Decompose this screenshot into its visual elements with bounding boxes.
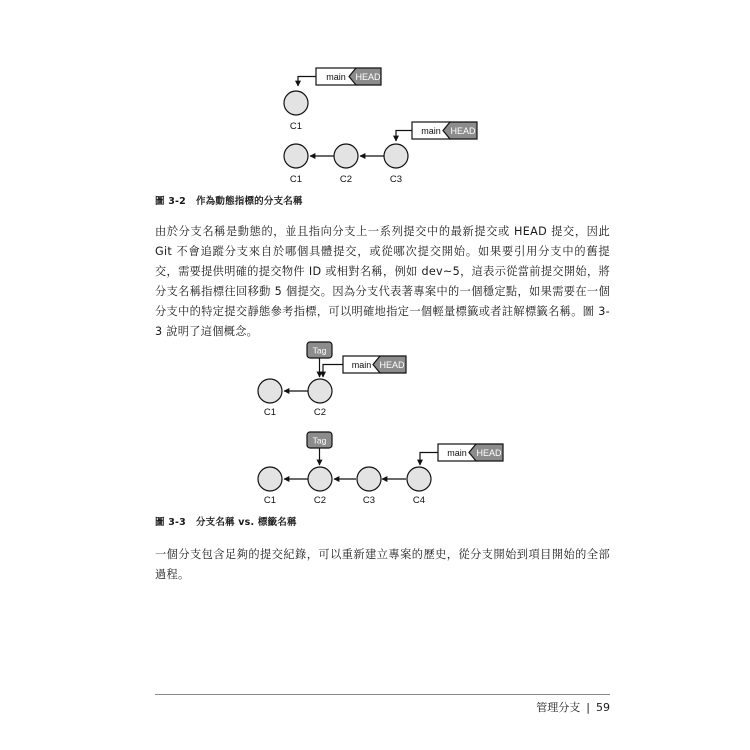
branch-arrow [420,453,438,466]
caption-number: 圖 3-2 [155,196,186,207]
commit-node [284,144,308,168]
commit-node [308,379,332,403]
branch-label: main [326,72,346,82]
tag-label: Tag [312,435,327,446]
head-pointer [443,122,477,139]
figure-caption [155,514,297,528]
commit-node [334,144,358,168]
footer-divider [155,694,610,695]
figure-3-2-diagram [0,0,750,200]
paragraph: 由於分支名稱是動態的，並且指向分支上一系列提交中的最新提交或 HEAD 提交，因此 Git 不會追蹤分支來自於哪個具體提交，或從哪次提交開始。如果要引用分支中的舊提交，需要提供明確的提交物件 ID 或相對名稱，例如 dev~5，這表示從當前提交開始，將分支名稱指標往回移動 5 個提交。因為分支代表著專案中的一個穩定點，如果需要在一個分支中的特定提交靜態參考指標，可以明確地指定一個輕量標籤或者註解標籤名稱。圖 3-3 說明了這個概念。 [155,225,610,338]
tag-pointer [307,432,332,448]
commit-node [357,467,381,491]
branch-arrow [323,365,343,378]
caption-text: 作為動態指標的分支名稱 [195,196,303,207]
commit-node [284,91,308,115]
figure-caption [155,193,303,207]
commit-label: C3 [362,495,376,506]
caption-text: 分支名稱 vs. 標籤名稱 [195,517,297,528]
branch-arrow [396,131,412,142]
commit-node [384,144,408,168]
commit-label: C2 [313,495,327,506]
footer-separator: | [586,701,590,714]
branch-label: main [447,448,467,458]
commit-label: C4 [412,495,426,506]
page-number: 59 [596,701,610,714]
tag-pointer [307,342,332,358]
head-label: HEAD [450,126,476,136]
branch-arrow [298,77,316,87]
branch-label: main [421,126,441,136]
page-footer [536,699,610,715]
commit-node [407,467,431,491]
commit-label: C3 [389,174,403,185]
branch-label: main [351,360,372,370]
tag-label: Tag [312,345,327,356]
commit-label: C2 [313,407,327,418]
paragraph: 一個分支包含足夠的提交紀錄，可以重新建立專案的歷史，從分支開始到項目開始的全部過程。 [155,548,610,581]
commit-label: C1 [289,121,303,132]
commit-label: C1 [263,407,277,418]
commit-label: C2 [339,174,353,185]
head-label: HEAD [379,360,405,370]
head-pointer [349,68,381,85]
commit-node [258,379,282,403]
commit-node [258,467,282,491]
running-footer-section: 管理分支 [536,701,581,714]
commit-label: C1 [263,495,277,506]
figure-3-3-diagram [0,330,750,515]
head-label: HEAD [476,448,502,458]
caption-number: 圖 3-3 [155,517,186,528]
commit-node [308,467,332,491]
head-label: HEAD [355,72,381,82]
head-pointer [373,356,406,373]
commit-label: C1 [289,174,303,185]
head-pointer [469,444,503,461]
